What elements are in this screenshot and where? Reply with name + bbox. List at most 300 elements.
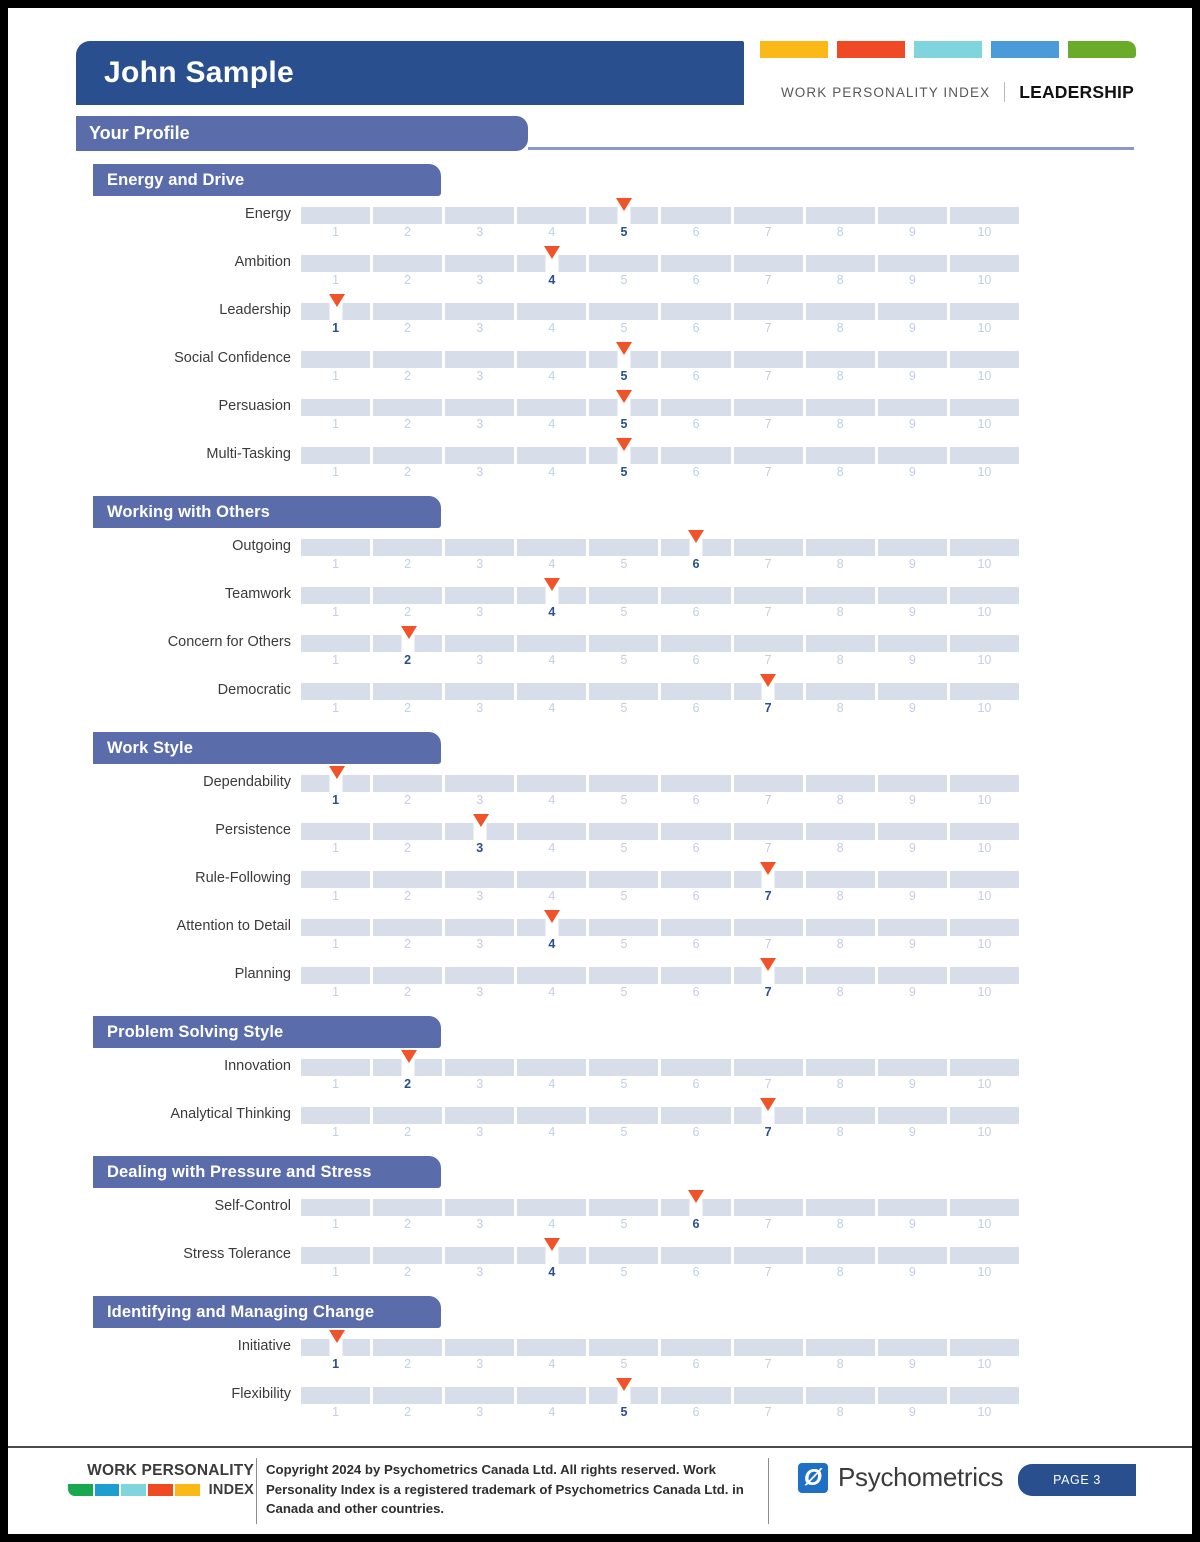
scale-segment: [445, 351, 514, 368]
scale-tick-label: 1: [332, 225, 340, 239]
scale-segment: [661, 1247, 730, 1264]
scale-segment: [373, 775, 442, 792]
scale-segment: [950, 1387, 1019, 1404]
scale-tick-label: 3: [476, 321, 484, 335]
scale-segments: [301, 775, 1019, 792]
scale-tick-label: 10: [977, 417, 992, 431]
scale-segment: [301, 1387, 370, 1404]
scale-segment: [950, 351, 1019, 368]
scale-segments: [301, 587, 1019, 604]
scale-tick-label: 8: [836, 417, 844, 431]
score-marker-icon: [760, 674, 776, 687]
scale-tick-label: 2: [404, 1217, 412, 1231]
trait-scale[interactable]: [301, 587, 1019, 622]
scale-segment: [373, 1339, 442, 1356]
psychometrics-logo: [798, 1462, 1003, 1493]
scale-segment: [301, 1199, 370, 1216]
scale-tick-labels: [301, 417, 1019, 434]
scale-tick-label: 10: [977, 465, 992, 479]
profile-tab-wrap: [8, 116, 1192, 162]
scale-segment: [373, 967, 442, 984]
scale-tick-label: 2: [404, 937, 412, 951]
trait-row: [8, 861, 1192, 908]
scale-segment: [806, 823, 875, 840]
scale-segment: [445, 303, 514, 320]
scale-segment: [373, 683, 442, 700]
scale-tick-label: 6: [692, 1405, 700, 1419]
scale-segment: [806, 587, 875, 604]
scale-tick-label: 2: [404, 321, 412, 335]
scale-tick-label: 6: [692, 985, 700, 999]
section: [8, 496, 1192, 720]
trait-label: Stress Tolerance: [183, 1246, 291, 1262]
scale-segment: [806, 1107, 875, 1124]
scale-tick-label: 5: [620, 1405, 628, 1419]
scale-tick-label: 6: [692, 369, 700, 383]
score-marker-icon: [616, 438, 632, 451]
scale-tick-label: 5: [620, 465, 628, 479]
trait-scale[interactable]: [301, 683, 1019, 718]
scale-segment: [950, 1059, 1019, 1076]
scale-tick-label: 3: [476, 557, 484, 571]
scale-tick-label: 9: [908, 1357, 916, 1371]
trait-scale[interactable]: [301, 399, 1019, 434]
scale-tick-label: 2: [404, 889, 412, 903]
trait-label: Energy: [245, 206, 291, 222]
scale-tick-labels: [301, 653, 1019, 670]
scale-tick-labels: [301, 1265, 1019, 1282]
scale-segment: [734, 303, 803, 320]
scale-tick-label: 4: [548, 653, 556, 667]
scale-segment: [878, 255, 947, 272]
section-title: Dealing with Pressure and Stress: [107, 1162, 372, 1181]
scale-tick-label: 8: [836, 1077, 844, 1091]
scale-segment: [445, 635, 514, 652]
scale-tick-label: 7: [764, 841, 772, 855]
scale-tick-label: 6: [692, 273, 700, 287]
scale-segment: [950, 587, 1019, 604]
scale-segment: [589, 683, 658, 700]
scale-tick-label: 9: [908, 1217, 916, 1231]
scale-tick-label: 2: [404, 701, 412, 715]
scale-tick-label: 8: [836, 1357, 844, 1371]
trait-scale[interactable]: [301, 351, 1019, 386]
scale-tick-labels: [301, 1125, 1019, 1142]
score-marker-icon: [760, 1098, 776, 1111]
scale-tick-label: 1: [332, 273, 340, 287]
scale-tick-label: 4: [548, 321, 556, 335]
scale-segments: [301, 539, 1019, 556]
trait-scale[interactable]: [301, 539, 1019, 574]
trait-scale[interactable]: [301, 967, 1019, 1002]
scale-segment: [517, 1107, 586, 1124]
scale-tick-label: 9: [908, 1077, 916, 1091]
scale-segment: [373, 447, 442, 464]
trait-row: [8, 577, 1192, 624]
scale-tick-label: 5: [620, 605, 628, 619]
profile-tab: [76, 116, 528, 151]
scale-tick-label: 4: [548, 937, 556, 951]
score-marker-icon: [329, 1330, 345, 1343]
trait-label: Flexibility: [231, 1386, 291, 1402]
scale-segments: [301, 919, 1019, 936]
scale-tick-label: 8: [836, 369, 844, 383]
scale-segment: [806, 1339, 875, 1356]
scale-segment: [661, 1059, 730, 1076]
scale-segments: [301, 1107, 1019, 1124]
scale-segment: [301, 1059, 370, 1076]
scale-segment: [517, 399, 586, 416]
scale-tick-label: 4: [548, 1217, 556, 1231]
scale-segments: [301, 255, 1019, 272]
scale-segment: [301, 871, 370, 888]
scale-segment: [734, 775, 803, 792]
scale-segment: [301, 1247, 370, 1264]
scale-tick-label: 7: [764, 1405, 772, 1419]
scale-segment: [950, 539, 1019, 556]
score-marker-icon: [688, 1190, 704, 1203]
scale-tick-label: 9: [908, 937, 916, 951]
scale-tick-label: 5: [620, 1125, 628, 1139]
section-title: Energy and Drive: [107, 170, 245, 189]
scale-tick-label: 4: [548, 889, 556, 903]
scale-tick-label: 2: [404, 1265, 412, 1279]
scale-segments: [301, 303, 1019, 320]
scale-tick-label: 7: [764, 225, 772, 239]
scale-tick-label: 4: [548, 557, 556, 571]
scale-segment: [517, 635, 586, 652]
scale-tick-label: 4: [548, 465, 556, 479]
brand-color-swatches: [760, 41, 1136, 58]
scale-tick-label: 3: [476, 1357, 484, 1371]
scale-tick-label: 8: [836, 701, 844, 715]
trait-label: Self-Control: [214, 1198, 291, 1214]
scale-segment: [445, 1247, 514, 1264]
scale-tick-label: 8: [836, 1217, 844, 1231]
scale-segment: [806, 1059, 875, 1076]
scale-tick-label: 3: [476, 1265, 484, 1279]
trait-row: [8, 529, 1192, 576]
scale-tick-label: 4: [548, 273, 556, 287]
scale-segment: [734, 635, 803, 652]
scale-tick-label: 1: [332, 937, 340, 951]
scale-segment: [517, 775, 586, 792]
scale-tick-label: 3: [476, 985, 484, 999]
scale-tick-label: 10: [977, 1357, 992, 1371]
scale-segment: [950, 635, 1019, 652]
scale-segment: [950, 1199, 1019, 1216]
scale-segment: [589, 1107, 658, 1124]
scale-segment: [734, 919, 803, 936]
scale-tick-label: 9: [908, 321, 916, 335]
scale-tick-label: 3: [476, 369, 484, 383]
scale-segment: [445, 587, 514, 604]
scale-tick-label: 2: [404, 1405, 412, 1419]
wpi-logo-chip-5: [175, 1484, 200, 1496]
sections-container: [8, 164, 1192, 1424]
scale-segment: [806, 539, 875, 556]
scale-tick-label: 6: [692, 1357, 700, 1371]
trait-label: Leadership: [219, 302, 291, 318]
psychometrics-mark-icon: [798, 1463, 828, 1493]
scale-segment: [878, 447, 947, 464]
scale-segment: [517, 1059, 586, 1076]
scale-tick-label: 2: [404, 1077, 412, 1091]
wpi-logo-chip-2: [95, 1484, 120, 1496]
footer-divider-2: [768, 1458, 769, 1524]
trait-scale[interactable]: [301, 1387, 1019, 1422]
scale-tick-label: 7: [764, 653, 772, 667]
scale-segment: [661, 587, 730, 604]
trait-row: [8, 673, 1192, 720]
scale-segment: [661, 635, 730, 652]
scale-segment: [589, 539, 658, 556]
trait-scale[interactable]: [301, 1339, 1019, 1374]
scale-tick-label: 10: [977, 793, 992, 807]
scale-tick-label: 8: [836, 465, 844, 479]
scale-segment: [806, 1387, 875, 1404]
scale-segments: [301, 207, 1019, 224]
scale-tick-label: 5: [620, 321, 628, 335]
section: [8, 1016, 1192, 1144]
scale-segment: [734, 207, 803, 224]
copyright-text: Copyright 2024 by Psychometrics Canada Ltd. All rights reserved. Work Personality Index is a registered trademark of Psychometrics Canada Ltd. in Canada and other countries.: [266, 1462, 744, 1517]
trait-row: [8, 765, 1192, 812]
scale-segment: [589, 635, 658, 652]
scale-segment: [806, 447, 875, 464]
scale-segment: [950, 775, 1019, 792]
scale-segment: [734, 1247, 803, 1264]
scale-tick-labels: [301, 937, 1019, 954]
scale-tick-label: 8: [836, 605, 844, 619]
trait-label: Planning: [234, 966, 291, 982]
scale-segments: [301, 967, 1019, 984]
scale-segment: [950, 967, 1019, 984]
wpi-logo-chip-4: [148, 1484, 173, 1496]
scale-tick-label: 8: [836, 793, 844, 807]
scale-tick-label: 9: [908, 985, 916, 999]
trait-scale[interactable]: [301, 635, 1019, 670]
score-marker-icon: [616, 390, 632, 403]
scale-segment: [950, 1107, 1019, 1124]
trait-row: [8, 389, 1192, 436]
scale-segment: [373, 1387, 442, 1404]
trait-scale[interactable]: [301, 1107, 1019, 1142]
scale-segment: [517, 967, 586, 984]
section: [8, 732, 1192, 1004]
scale-tick-label: 3: [476, 701, 484, 715]
scale-tick-label: 9: [908, 1265, 916, 1279]
trait-scale[interactable]: [301, 255, 1019, 290]
section: [8, 1156, 1192, 1284]
brand-swatch-1: [760, 41, 828, 58]
scale-tick-label: 3: [476, 1125, 484, 1139]
scale-tick-label: 3: [476, 889, 484, 903]
scale-segment: [950, 823, 1019, 840]
scale-segment: [734, 823, 803, 840]
scale-segment: [950, 683, 1019, 700]
scale-tick-label: 6: [692, 321, 700, 335]
score-marker-icon: [616, 1378, 632, 1391]
scale-segment: [445, 399, 514, 416]
trait-label: Concern for Others: [167, 634, 291, 650]
scale-segment: [950, 919, 1019, 936]
scale-segment: [950, 303, 1019, 320]
scale-segments: [301, 1247, 1019, 1264]
scale-segment: [373, 871, 442, 888]
scale-tick-label: 6: [692, 937, 700, 951]
trait-scale[interactable]: [301, 447, 1019, 482]
scale-tick-label: 9: [908, 369, 916, 383]
wpi-logo-chip-1: [68, 1484, 93, 1496]
section-header: [93, 1156, 441, 1188]
scale-segment: [661, 447, 730, 464]
scale-tick-label: 8: [836, 321, 844, 335]
scale-segment: [661, 823, 730, 840]
scale-segment: [589, 1199, 658, 1216]
scale-tick-label: 10: [977, 1125, 992, 1139]
scale-segment: [661, 775, 730, 792]
scale-tick-label: 6: [692, 793, 700, 807]
trait-row: [8, 1049, 1192, 1096]
scale-segment: [878, 1199, 947, 1216]
wpi-logo-chip-3: [121, 1484, 146, 1496]
scale-tick-labels: [301, 605, 1019, 622]
scale-tick-label: 2: [404, 557, 412, 571]
scale-segment: [878, 871, 947, 888]
scale-segment: [589, 255, 658, 272]
trait-scale[interactable]: [301, 303, 1019, 338]
scale-tick-label: 4: [548, 1357, 556, 1371]
trait-scale[interactable]: [301, 919, 1019, 954]
scale-segment: [373, 1199, 442, 1216]
wpi-logo-index-label: INDEX: [208, 1482, 254, 1498]
section-title: Working with Others: [107, 502, 270, 521]
scale-segment: [878, 1339, 947, 1356]
scale-segments: [301, 1387, 1019, 1404]
trait-scale[interactable]: [301, 1199, 1019, 1234]
section: [8, 1296, 1192, 1424]
scale-tick-label: 3: [476, 225, 484, 239]
scale-segment: [301, 587, 370, 604]
scale-segment: [806, 775, 875, 792]
report-header: [8, 8, 1192, 116]
scale-tick-label: 2: [404, 653, 412, 667]
scale-tick-label: 8: [836, 1405, 844, 1419]
scale-tick-label: 2: [404, 1125, 412, 1139]
scale-segment: [445, 683, 514, 700]
scale-segment: [734, 351, 803, 368]
scale-tick-label: 6: [692, 465, 700, 479]
scale-tick-label: 9: [908, 465, 916, 479]
scale-segment: [661, 967, 730, 984]
scale-segment: [878, 303, 947, 320]
section-header: [93, 1296, 441, 1328]
scale-tick-label: 6: [692, 1125, 700, 1139]
wpi-footer-logo: [68, 1462, 254, 1498]
trait-scale[interactable]: [301, 1059, 1019, 1094]
section-header: [93, 496, 441, 528]
scale-tick-label: 9: [908, 557, 916, 571]
scale-tick-label: 1: [332, 1357, 340, 1371]
scale-segment: [445, 1059, 514, 1076]
trait-scale[interactable]: [301, 823, 1019, 858]
scale-tick-label: 2: [404, 793, 412, 807]
scale-segment: [445, 447, 514, 464]
trait-scale[interactable]: [301, 207, 1019, 242]
scale-segment: [373, 587, 442, 604]
trait-label: Persuasion: [218, 398, 291, 414]
scale-tick-labels: [301, 841, 1019, 858]
scale-tick-labels: [301, 1357, 1019, 1374]
trait-label: Teamwork: [224, 586, 291, 602]
scale-tick-label: 6: [692, 1077, 700, 1091]
scale-tick-label: 6: [692, 653, 700, 667]
scale-tick-label: 4: [548, 417, 556, 431]
scale-segment: [517, 447, 586, 464]
trait-row: [8, 813, 1192, 860]
scale-tick-label: 10: [977, 369, 992, 383]
psychometrics-name: Psychometrics: [838, 1462, 1004, 1492]
scale-segment: [878, 207, 947, 224]
scale-tick-label: 10: [977, 841, 992, 855]
trait-label: Innovation: [224, 1058, 291, 1074]
scale-segment: [517, 823, 586, 840]
trait-label: Analytical Thinking: [170, 1106, 291, 1122]
trait-label: Rule-Following: [195, 870, 291, 886]
scale-tick-label: 6: [692, 417, 700, 431]
trait-label: Initiative: [237, 1338, 291, 1354]
scale-segment: [589, 871, 658, 888]
scale-segment: [517, 539, 586, 556]
candidate-name-bar: [76, 41, 744, 105]
trait-row: [8, 1237, 1192, 1284]
scale-segment: [445, 539, 514, 556]
scale-segment: [373, 539, 442, 556]
trait-label: Democratic: [217, 682, 291, 698]
scale-segment: [734, 587, 803, 604]
scale-tick-label: 6: [692, 557, 700, 571]
scale-tick-label: 7: [764, 1265, 772, 1279]
scale-tick-labels: [301, 889, 1019, 906]
scale-tick-label: 9: [908, 1405, 916, 1419]
scale-segment: [301, 1107, 370, 1124]
scale-segment: [661, 871, 730, 888]
scale-tick-label: 1: [332, 1217, 340, 1231]
scale-tick-label: 10: [977, 1265, 992, 1279]
scale-segment: [806, 207, 875, 224]
scale-segment: [806, 1199, 875, 1216]
trait-scale[interactable]: [301, 871, 1019, 906]
footer-divider-1: [256, 1458, 257, 1524]
trait-scale[interactable]: [301, 1247, 1019, 1282]
trait-row: [8, 909, 1192, 956]
score-marker-icon: [401, 1050, 417, 1063]
scale-segment: [517, 351, 586, 368]
scale-segment: [950, 255, 1019, 272]
brand-swatch-3: [914, 41, 982, 58]
scale-tick-label: 10: [977, 1217, 992, 1231]
scale-tick-label: 3: [476, 1405, 484, 1419]
trait-scale[interactable]: [301, 775, 1019, 810]
scale-segment: [878, 683, 947, 700]
scale-tick-label: 9: [908, 1125, 916, 1139]
scale-segment: [806, 351, 875, 368]
scale-tick-label: 4: [548, 1125, 556, 1139]
scale-segment: [661, 399, 730, 416]
scale-tick-label: 3: [476, 1077, 484, 1091]
scale-tick-label: 8: [836, 937, 844, 951]
